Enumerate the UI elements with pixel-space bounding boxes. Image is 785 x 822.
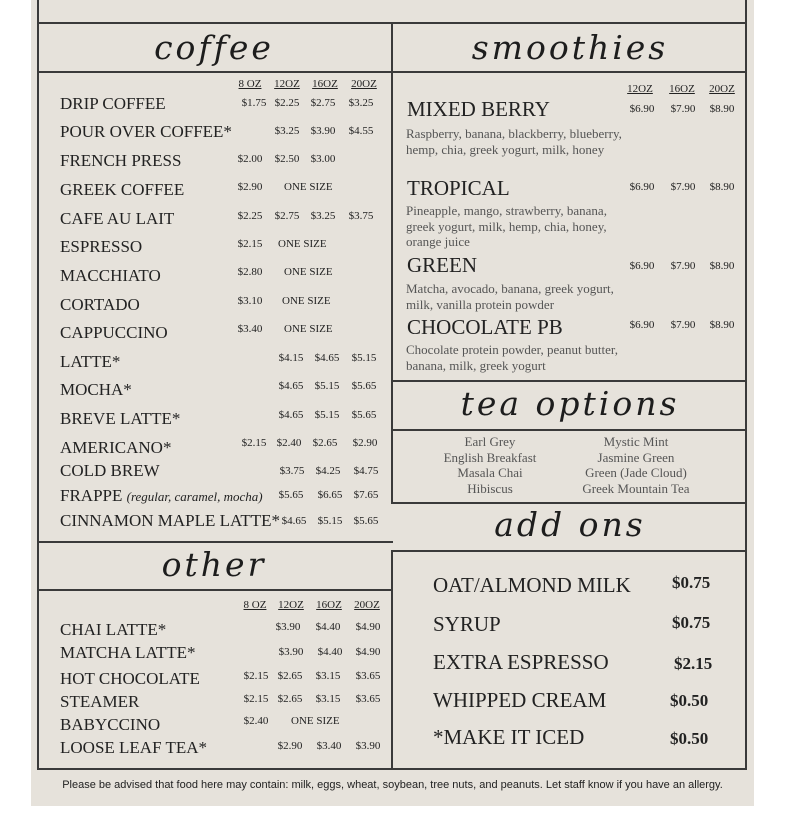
coffee-size-header: 20OZ (351, 78, 377, 90)
coffee-item-price: $5.15 (314, 380, 340, 392)
other-size-header: 12OZ (278, 599, 304, 611)
other-item-price: $3.90 (278, 646, 304, 658)
coffee-item-name: MACCHIATO (60, 266, 161, 285)
smoothie-name: GREEN (407, 253, 477, 277)
smoothie-description: Raspberry, banana, blackberry, blueberry, hemp, chia, greek yogurt, milk, honey (406, 126, 622, 157)
other-item-price: $2.65 (277, 693, 303, 705)
smoothie-price: $8.90 (709, 103, 735, 115)
coffee-item-price: $5.65 (351, 409, 377, 421)
divider (37, 589, 393, 591)
coffee-item-price: $5.15 (314, 409, 340, 421)
frappe-name: FRAPPE (60, 486, 123, 505)
smoothie-description: Matcha, avocado, banana, greek yogurt, milk, vanilla protein powder (406, 281, 614, 312)
coffee-item-name: GREEK COFFEE (60, 180, 185, 199)
other-item-price: $3.40 (316, 740, 342, 752)
addon-name: EXTRA ESPRESSO (433, 650, 609, 674)
one-size-note: ONE SIZE (284, 181, 333, 193)
coffee-item-price: $2.15 (237, 238, 263, 250)
other-item-price: $3.15 (315, 670, 341, 682)
other-item-price: $2.15 (243, 670, 269, 682)
other-item-price: $3.15 (315, 693, 341, 705)
tea-heading: tea options (460, 384, 680, 423)
tea-name: Masala Chai (457, 465, 523, 480)
coffee-item-price: $2.90 (237, 181, 263, 193)
smoothie-size-header: 12OZ (627, 83, 653, 95)
other-item-price: $2.15 (243, 693, 269, 705)
smoothie-name: MIXED BERRY (407, 97, 550, 121)
frappe-flavors: (regular, caramel, mocha) (126, 489, 263, 504)
coffee-item-price: $2.90 (352, 437, 378, 449)
smoothie-description: Chocolate protein powder, peanut butter, banana, milk, greek yogurt (406, 342, 618, 373)
smoothie-price: $7.90 (670, 260, 696, 272)
coffee-item-price: $3.25 (274, 125, 300, 137)
other-item-price: $4.90 (355, 621, 381, 633)
tea-name: Jasmine Green (597, 449, 675, 465)
coffee-item-name: DRIP COFFEE (60, 94, 166, 113)
coffee-item-name: CAFE AU LAIT (60, 209, 175, 228)
coffee-item-price: $3.75 (348, 210, 374, 222)
other-item-price: $2.90 (277, 740, 303, 752)
coffee-size-header: 16OZ (312, 78, 338, 90)
tea-name: Green (Jade Cloud) (585, 465, 687, 480)
coffee-item-name: COLD BREW (60, 461, 160, 480)
other-item-name: BABYCCINO (60, 715, 161, 734)
coffee-item-price: $2.65 (312, 437, 338, 449)
coffee-item-name: ESPRESSO (60, 237, 143, 256)
tea-list-left (425, 434, 555, 496)
coffee-item-name: CINNAMON MAPLE LATTE* (60, 511, 281, 530)
tea-name: English Breakfast (443, 449, 537, 465)
tea-name: Earl Grey (464, 434, 516, 449)
other-item-name: HOT CHOCOLATE (60, 669, 200, 688)
divider (391, 22, 393, 504)
other-item-name: STEAMER (60, 692, 140, 711)
coffee-item-name: MOCHA* (60, 380, 132, 399)
smoothie-name: CHOCOLATE PB (407, 315, 563, 339)
smoothie-price: $8.90 (709, 181, 735, 193)
one-size-note: ONE SIZE (282, 295, 331, 307)
coffee-item-name: BREVE LATTE* (60, 409, 181, 428)
smoothie-price: $6.90 (629, 260, 655, 272)
coffee-item-price: $1.75 (241, 97, 267, 109)
coffee-item-price: $4.15 (278, 352, 304, 364)
other-item-price: $3.90 (355, 740, 381, 752)
coffee-item-price: $5.65 (278, 489, 304, 501)
divider (391, 550, 393, 770)
addon-price: $0.50 (670, 691, 709, 710)
other-item-name: LOOSE LEAF TEA* (60, 738, 208, 757)
coffee-item-price: $5.15 (317, 515, 343, 527)
addon-name: WHIPPED CREAM (433, 688, 607, 712)
coffee-item-price: $3.00 (310, 153, 336, 165)
coffee-item-price: $2.80 (237, 266, 263, 278)
addon-price: $2.15 (674, 654, 713, 673)
other-size-header: 8 OZ (243, 599, 267, 611)
coffee-item-price: $2.75 (274, 210, 300, 222)
coffee-item-price: $2.75 (310, 97, 336, 109)
tea-name: Hibiscus (467, 480, 513, 496)
coffee-item-price: $3.75 (279, 465, 305, 477)
other-heading: other (161, 545, 267, 584)
divider (391, 502, 747, 504)
addon-price: $0.75 (672, 613, 711, 632)
coffee-item-price: $2.15 (241, 437, 267, 449)
smoothie-price: $6.90 (629, 319, 655, 331)
smoothie-price: $6.90 (629, 103, 655, 115)
other-item-price: $3.65 (355, 693, 381, 705)
smoothies-heading: smoothies (471, 28, 669, 67)
coffee-item-price: $2.25 (274, 97, 300, 109)
coffee-heading: coffee (154, 28, 274, 67)
coffee-item-name: LATTE* (60, 352, 121, 371)
coffee-item-price: $3.90 (310, 125, 336, 137)
coffee-item-price: $2.25 (237, 210, 263, 222)
smoothie-price: $8.90 (709, 260, 735, 272)
other-item-price: $2.65 (277, 670, 303, 682)
coffee-item-name: CORTADO (60, 295, 140, 314)
coffee-item-price: $4.55 (348, 125, 374, 137)
coffee-item-price: $4.65 (314, 352, 340, 364)
addons-heading: add ons (494, 505, 646, 544)
divider (37, 71, 747, 73)
coffee-item-price: $3.25 (348, 97, 374, 109)
coffee-item-price: $4.65 (278, 380, 304, 392)
divider (391, 380, 747, 382)
smoothie-price: $6.90 (629, 181, 655, 193)
coffee-item-price: $4.75 (353, 465, 379, 477)
one-size-note: ONE SIZE (284, 266, 333, 278)
coffee-item-price: $3.10 (237, 295, 263, 307)
other-size-header: 20OZ (354, 599, 380, 611)
coffee-item-price: $6.65 (317, 489, 343, 501)
coffee-item-price: $4.25 (315, 465, 341, 477)
coffee-item-price: $4.65 (278, 409, 304, 421)
coffee-item-price: $7.65 (353, 489, 379, 501)
addon-name: OAT/ALMOND MILK (433, 573, 631, 597)
coffee-item-price: $5.15 (351, 352, 377, 364)
divider (391, 550, 747, 552)
tea-name: Greek Mountain Tea (582, 480, 690, 496)
coffee-item-name: CAPPUCCINO (60, 323, 168, 342)
tea-list-right (566, 434, 706, 496)
other-item-price: $3.90 (275, 621, 301, 633)
coffee-item-name: AMERICANO* (60, 438, 172, 457)
smoothie-size-header: 16OZ (669, 83, 695, 95)
coffee-item-price: $3.25 (310, 210, 336, 222)
coffee-size-header: 12OZ (274, 78, 300, 90)
other-item-price: $2.40 (243, 715, 269, 727)
one-size-note: ONE SIZE (291, 715, 340, 727)
coffee-item-price: $2.50 (274, 153, 300, 165)
coffee-item-price: $2.00 (237, 153, 263, 165)
other-item-price: $4.40 (315, 621, 341, 633)
other-size-header: 16OZ (316, 599, 342, 611)
addon-price: $0.75 (672, 573, 711, 592)
one-size-note: ONE SIZE (278, 238, 327, 250)
smoothie-size-header: 20OZ (709, 83, 735, 95)
coffee-item-name: POUR OVER COFFEE* (60, 122, 232, 141)
coffee-item-price: $2.40 (276, 437, 302, 449)
one-size-note: ONE SIZE (284, 323, 333, 335)
coffee-size-header: 8 OZ (238, 78, 262, 90)
divider (37, 541, 393, 543)
smoothie-name: TROPICAL (407, 176, 510, 200)
smoothie-price: $8.90 (709, 319, 735, 331)
coffee-item-price: $5.65 (351, 380, 377, 392)
coffee-item-name (60, 486, 263, 506)
other-item-name: CHAI LATTE* (60, 620, 167, 639)
addon-name: SYRUP (433, 612, 501, 636)
smoothie-price: $7.90 (670, 181, 696, 193)
addon-name: *MAKE IT ICED (433, 725, 585, 749)
smoothie-price: $7.90 (670, 103, 696, 115)
smoothie-price: $7.90 (670, 319, 696, 331)
tea-name: Mystic Mint (603, 434, 669, 449)
addon-price: $0.50 (670, 729, 709, 748)
coffee-item-name: FRENCH PRESS (60, 151, 182, 170)
allergy-note: Please be advised that food here may contain: milk, eggs, wheat, soybean, tree nuts, and peanuts. Let staff know if you have an allergy. (62, 779, 723, 791)
other-item-name: MATCHA LATTE* (60, 643, 196, 662)
coffee-item-price: $3.40 (237, 323, 263, 335)
other-item-price: $4.90 (355, 646, 381, 658)
coffee-item-price: $4.65 (281, 515, 307, 527)
smoothie-description: Pineapple, mango, strawberry, banana, greek yogurt, milk, hemp, chia, honey, orange juice (406, 203, 607, 249)
other-item-price: $4.40 (317, 646, 343, 658)
coffee-item-price: $5.65 (353, 515, 379, 527)
divider (391, 429, 747, 431)
other-item-price: $3.65 (355, 670, 381, 682)
